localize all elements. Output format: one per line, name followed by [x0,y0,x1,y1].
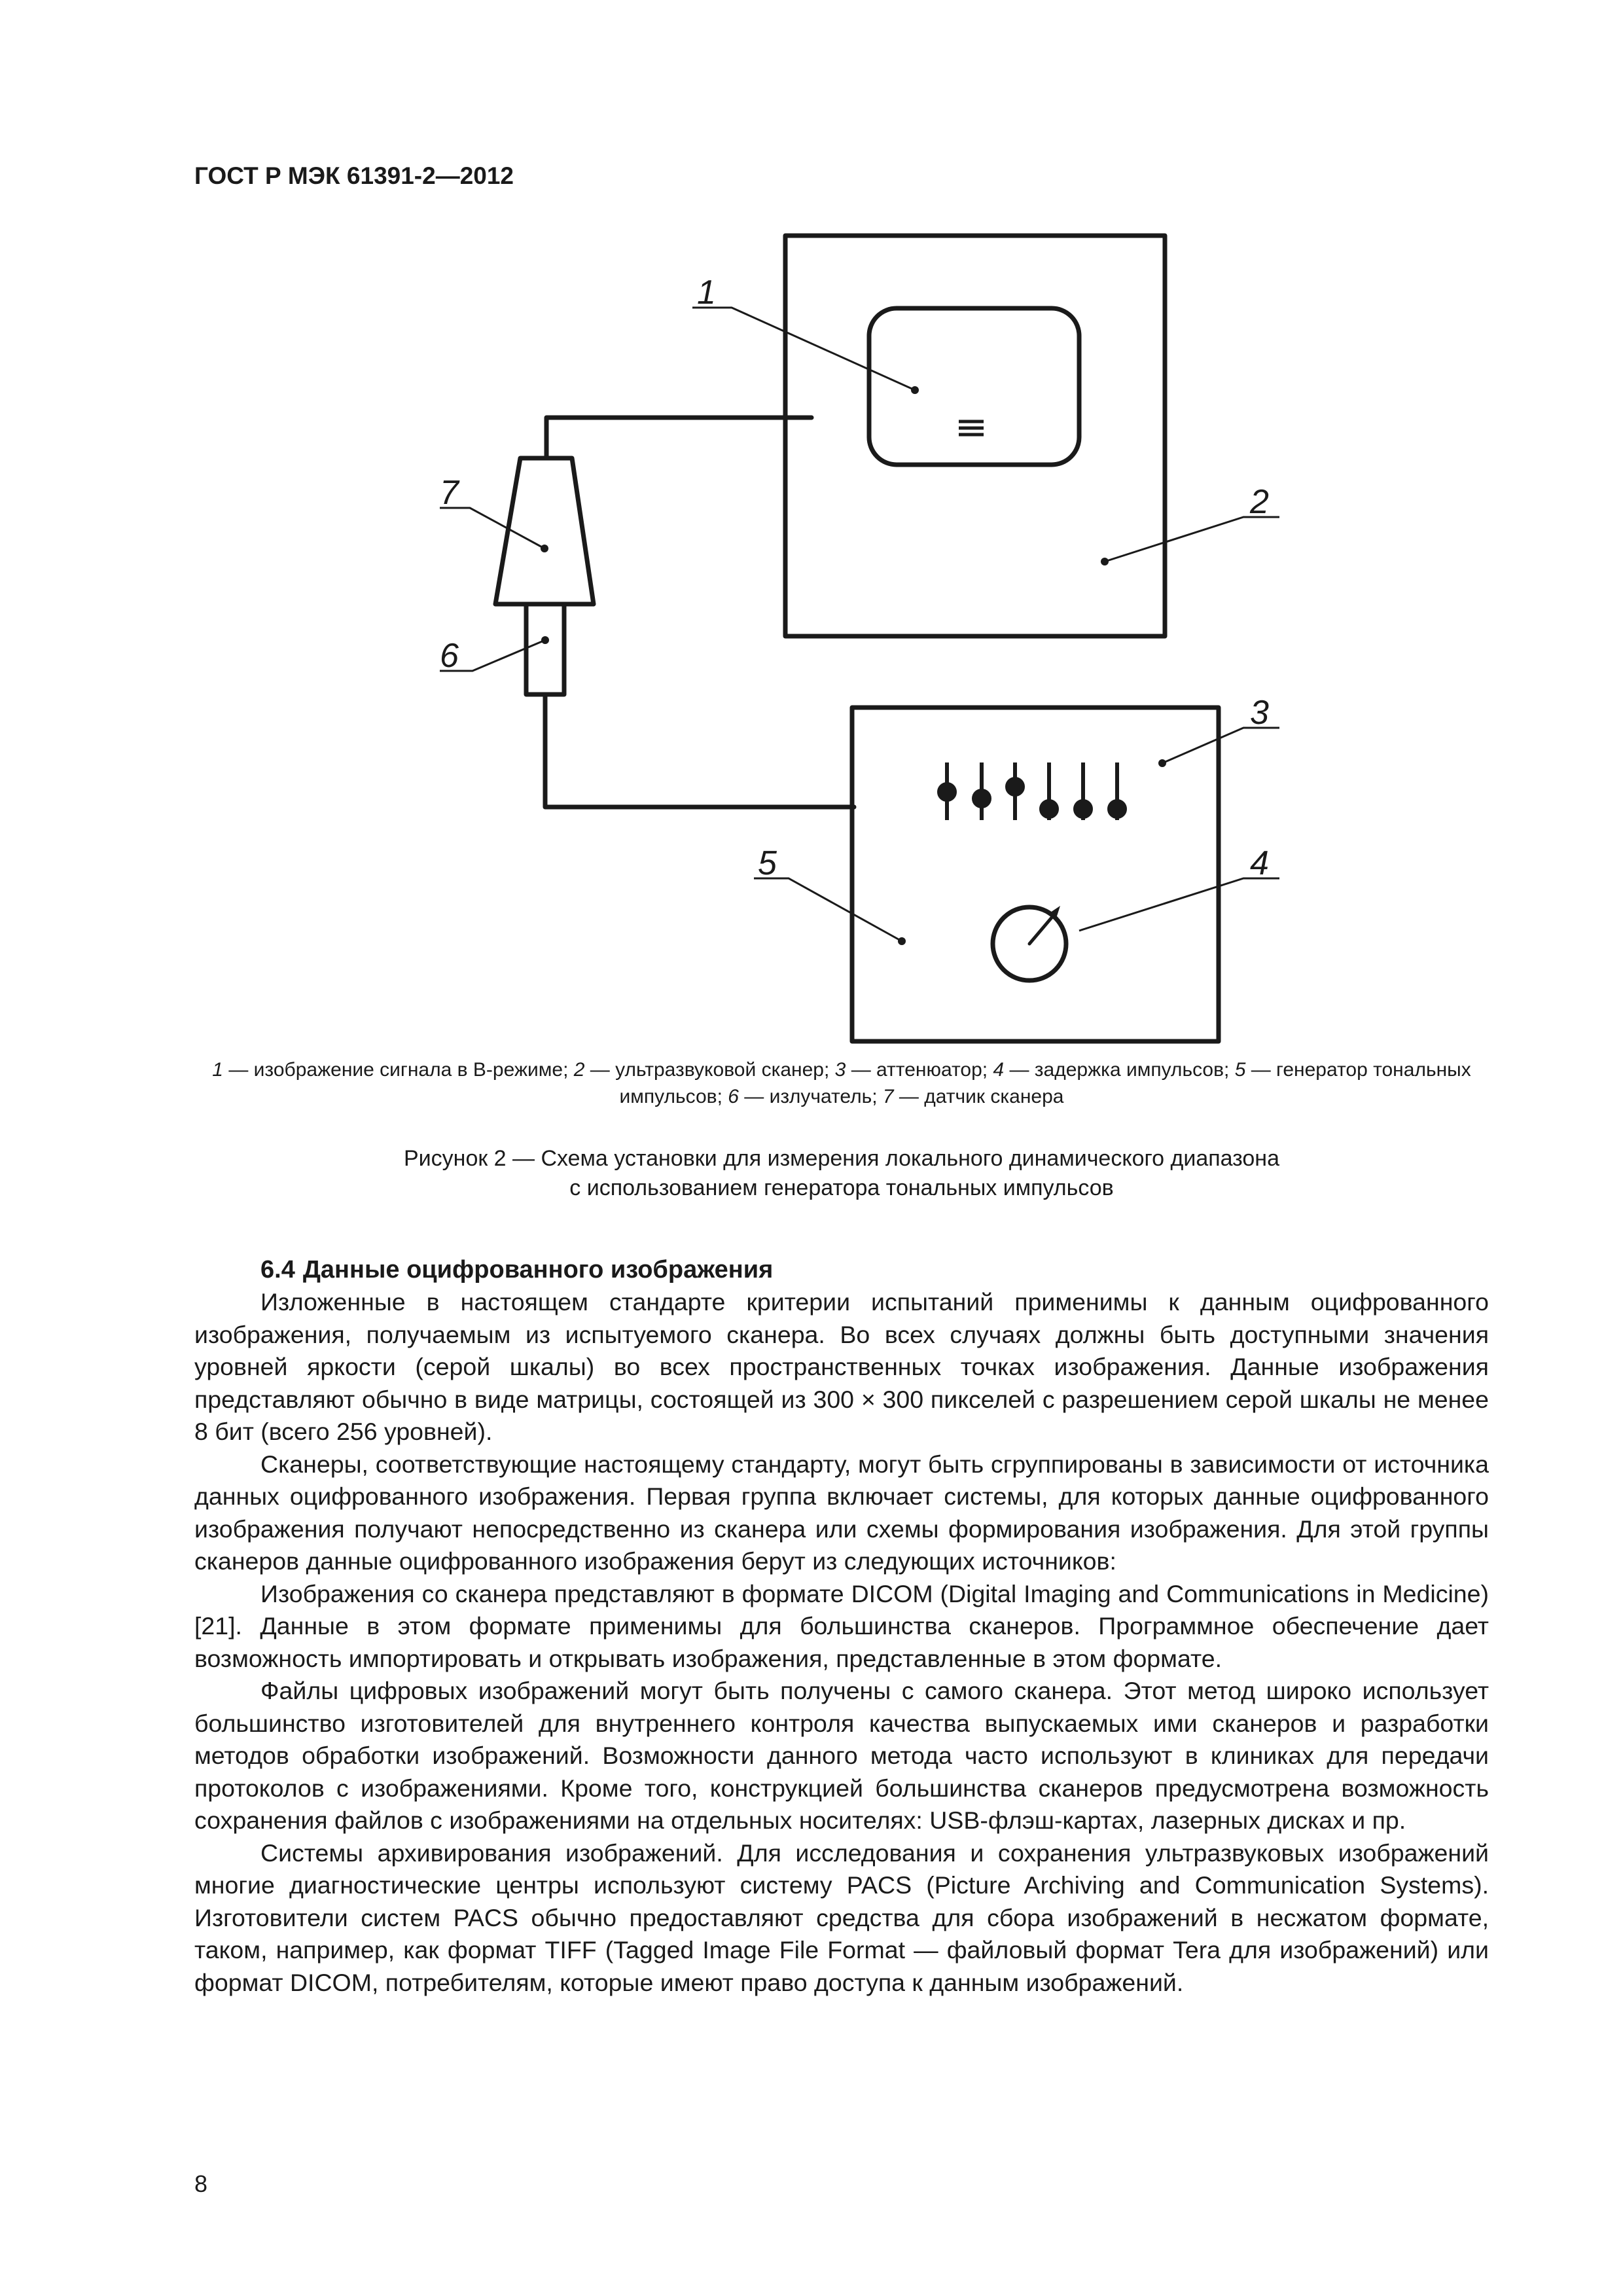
slider-knob [1075,801,1091,817]
section-heading [260,1253,1489,1286]
b-mode-screen [869,308,1079,465]
generator-cable [545,694,854,807]
legend-text: — генератор тональных импульсов; [619,1059,1471,1107]
label-6: 6 [440,637,459,675]
caption-line: Рисунок 2 — Схема установки для измерения локального динамического диапазона [404,1146,1279,1171]
section-number: 6.4 [260,1256,295,1283]
legend-num: 7 [882,1086,894,1107]
legend-text: — излучатель; [738,1086,883,1107]
slider-knob [1109,801,1125,817]
paragraph: Изложенные в настоящем стандарте критерии испытаний применимы к данным оцифрованного изображения, получаемым из испытуемого сканера. Во всех случаях должны быть доступными значения уровней яркости (серой шкалы) во всех пространственных точках изображения. Данные изображения представляют обычно в виде матрицы, состоящей из 300 × 300 пикселей с разрешением серой шкалы не менее 8 бит (всего 256 уровней). [194,1288,1489,1445]
paragraph: Изображения со сканера представляют в формате DICOM (Digital Imaging and Communications in Medicine) [21]. Данные в этом формате применимы для большинства сканеров. Программное обеспечение дает возможность импортировать и открывать изображения, представленные в этом формате. [194,1579,1489,1672]
caption-line: с использованием генератора тональных импульсов [569,1175,1114,1200]
legend-text: — ультразвуковой сканер; [584,1059,835,1081]
attenuator-sliders [939,762,1125,820]
slider-knob [974,791,990,806]
label-4: 4 [1250,844,1269,882]
figure-legend [194,1056,1489,1110]
legend-num: 1 [212,1059,223,1081]
page-number: 8 [194,2170,208,2197]
legend-text: — аттенюатор; [846,1059,993,1081]
legend-text: — задержка импульсов; [1004,1059,1235,1081]
legend-num: 3 [834,1059,846,1081]
label-5: 5 [758,844,777,882]
slider-knob [1007,779,1023,795]
paragraph: Системы архивирования изображений. Для исследования и сохранения ультразвуковых изображений многие диагностические центры используют систему PACS (Picture Archiving and Communication Systems). Изготовители систем PACS обычно предоставляют средства для сбора изображений в несжатом формате, таком, например, как формат TIFF (Tagged Image File Format — файловый формат Tera для изображений) или формат DICOM, потребителям, которые имеют право доступа к данным изображений. [194,1839,1489,1996]
label-3: 3 [1250,694,1269,732]
emitter [526,604,564,694]
label-1: 1 [697,274,716,312]
probe-cable [546,418,812,458]
label-7: 7 [440,474,459,512]
signal-marks [959,422,984,435]
section-title: Данные оцифрованного изображения [302,1256,774,1283]
legend-num: 6 [728,1086,739,1107]
legend-num: 4 [993,1059,1005,1081]
document-header: ГОСТ Р МЭК 61391-2—2012 [194,162,514,189]
figure-caption [194,1144,1489,1203]
tone-burst-generator-box [852,708,1219,1041]
slider-knob [939,784,955,800]
scanner-probe [495,458,594,604]
paragraph: Сканеры, соответствующие настоящему стандарту, могут быть сгруппированы в зависимости от источника данных оцифрованного изображения. Первая группа включает системы, для которых данные оцифрованного изображения получают непосредственно из сканера или схемы формирования изображения. Для этой группы сканеров данные оцифрованного изображения берут из следующих источников: [194,1450,1489,1575]
legend-text: — датчик сканера [893,1086,1064,1107]
legend-num: 2 [573,1059,585,1081]
setup-diagram [0,0,1623,1047]
legend-num: 5 [1234,1059,1246,1081]
legend-text: — изображение сигнала в В-режиме; [223,1059,574,1081]
label-2: 2 [1250,483,1269,521]
section-6-4 [194,1253,1489,1999]
slider-knob [1041,801,1057,817]
paragraph: Файлы цифровых изображений могут быть получены с самого сканера. Этот метод широко использует большинство изготовителей для внутреннего контроля качества выпускаемых ими сканеров и разработки методов обработки изображений. Возможности данного метода часто используют в клиниках для передачи протоколов с изображениями. Кроме того, конструкцией большинства сканеров предусмотрена возможность сохранения файлов с изображениями на отдельных носителях: USB-флэш-картах, лазерных дисках и пр. [194,1677,1489,1834]
dial-needle [1029,914,1055,944]
